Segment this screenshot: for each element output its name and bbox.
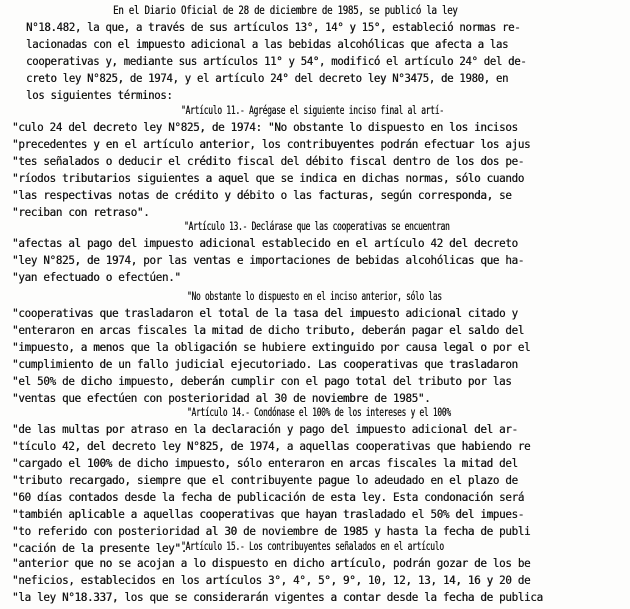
no-obstante-paragraph xyxy=(0,288,630,407)
text-line: "anterior que no se acojan a lo dispuesto en dicho artículo, podrán gozar de los be xyxy=(12,557,531,570)
text-line: "la ley N°18.337, los que se considerarán vigentes a contar desde la fecha de publica xyxy=(12,591,543,604)
text-line: "cooperativas que trasladaron el total de la tasa del impuesto adicional citado y xyxy=(12,307,518,320)
text-line: N°18.482, la que, a través de sus artículos 13°, 14° y 15°, estableció normas re- xyxy=(26,21,521,34)
text-line: "Artículo 11.- Agrégase el siguiente inciso final al artí- xyxy=(181,104,444,117)
articulo-11-paragraph xyxy=(0,102,630,221)
text-line: cooperativas y, mediante sus artículos 11° y 54°, modificó el artículo 24° del de- xyxy=(26,55,527,68)
text-line: "cargado el 100% de dicho impuesto, sólo enteraron en arcas fiscales la mitad del xyxy=(12,457,518,470)
text-line: "60 días contados desde la fecha de publicación de esta ley. Esta condonación será xyxy=(12,491,524,504)
text-line: "las respectivas notas de crédito y débito o las facturas, según corresponda, se xyxy=(12,189,512,202)
articulo-15-paragraph xyxy=(0,538,630,606)
text-line: "el 50% de dicho impuesto, deberán cumplir con el pago total del tributo por las xyxy=(12,375,512,388)
text-line: "tributo recargado, siempre que el contribuyente pague lo adeudado en el plazo de xyxy=(12,474,518,487)
text-line: "to referido con posterioridad al 30 de noviembre de 1985 y hasta la fecha de publi xyxy=(12,525,531,538)
text-line: "de las multas por atraso en la declaración y pago del impuesto adicional del ar- xyxy=(12,423,518,436)
text-line: "Artículo 15.- Los contribuyentes señalados en el artículo xyxy=(181,540,444,553)
text-line: los siguientes términos: xyxy=(26,89,173,102)
text-line: "precedentes y en el artículo anterior, los contribuyentes podrán efectuar los ajus xyxy=(12,138,531,151)
text-line: "neficios, establecidos en los artículos 3°, 4°, 5°, 9°, 10, 12, 13, 14, 16 y 20 de xyxy=(12,574,531,587)
text-line: "culo 24 del decreto ley N°825, de 1974: "No obstante lo dispuesto en los incisos xyxy=(12,121,518,134)
text-line: lacionadas con el impuesto adicional a las bebidas alcohólicas que afecta a las xyxy=(26,38,509,51)
text-line: "ventas que efectúen con posterioridad al 30 de noviembre de 1985". xyxy=(12,392,431,405)
text-line: "enteraron en arcas fiscales la mitad de dicho tributo, deberán pagar el saldo del xyxy=(12,324,524,337)
text-line: "tes señalados o deducir el crédito fiscal del débito fiscal dentro de los dos pe- xyxy=(12,155,524,168)
text-line: "cumplimiento de un fallo judicial ejecutoriado. Las cooperativas que trasladaron xyxy=(12,358,518,371)
text-line: "tículo 42, del decreto ley N°825, de 1974, a aquellas cooperativas que habiendo re xyxy=(12,440,531,453)
text-line: "ley N°825, de 1974, por las ventas e importaciones de bebidas alcohólicas que ha- xyxy=(12,254,524,267)
articulo-13-paragraph xyxy=(0,218,630,286)
text-line: "afectas al pago del impuesto adicional establecido en el artículo 42 del decreto xyxy=(12,237,518,250)
text-line: "Artículo 13.- Declárase que las cooperativas se encuentran xyxy=(184,220,450,233)
text-line: creto ley N°825, de 1974, y el artículo 24° del decreto ley N°3475, de 1980, en xyxy=(26,72,509,85)
text-line: "reciban con retraso". xyxy=(12,206,150,219)
text-line: "ríodos tributarios siguientes a aquel que se indica en dichas normas, sólo cuando xyxy=(12,172,524,185)
text-line: En el Diario Oficial de 28 de diciembre de 1985, se publicó la ley xyxy=(113,4,458,17)
text-line: "cación de la presente ley". xyxy=(12,542,187,555)
articulo-14-paragraph xyxy=(0,404,630,557)
intro-paragraph xyxy=(0,2,630,104)
text-line: "yan efectuado o efectúen." xyxy=(12,271,181,284)
text-line: "No obstante lo dispuesto en el inciso anterior, sólo las xyxy=(187,290,442,303)
text-line: "impuesto, a menos que la obligación se hubiere extinguido por causa legal o por el xyxy=(12,341,531,354)
text-line: "Artículo 14.- Condónase el 100% de los intereses y el 100% xyxy=(187,406,451,419)
text-line: "también aplicable a aquellas cooperativas que hayan trasladado el 50% del impues- xyxy=(12,508,524,521)
